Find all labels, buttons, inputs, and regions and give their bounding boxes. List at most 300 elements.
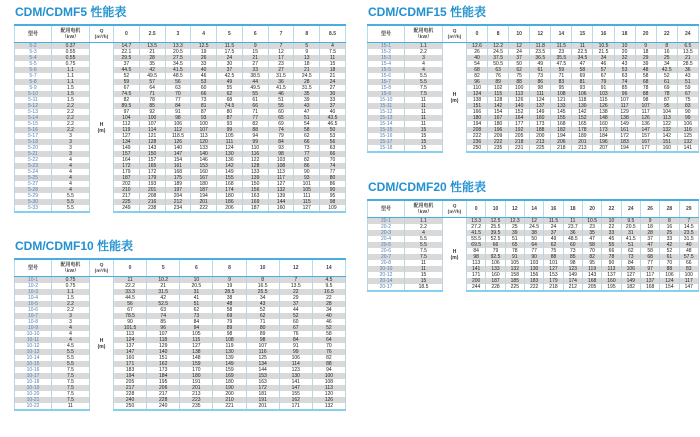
head-value-cell: 58: [640, 248, 659, 254]
head-value-cell: 103: [268, 157, 294, 163]
head-value-cell: 228: [114, 391, 147, 397]
head-value-cell: 160: [191, 169, 217, 175]
head-value-cell: 24: [320, 79, 346, 85]
head-value-cell: 60: [191, 85, 217, 91]
head-value-cell: 150: [242, 181, 268, 187]
head-value-cell: 88: [544, 254, 563, 260]
head-value-cell: 113: [509, 91, 530, 97]
model-cell: 15-6: [368, 73, 405, 79]
head-value-cell: 217: [114, 385, 147, 391]
head-value-cell: 163: [242, 193, 268, 199]
head-value-cell: 170: [180, 367, 213, 373]
motor-kw-cell: 15: [405, 278, 443, 284]
head-value-cell: 7: [279, 277, 312, 284]
head-value-cell: 189: [165, 181, 191, 187]
head-value-cell: 43: [614, 61, 635, 67]
head-value-cell: 149: [213, 361, 246, 367]
head-value-cell: 105: [505, 260, 524, 266]
model-cell: 5-33: [15, 205, 52, 212]
head-value-cell: 37: [544, 230, 563, 236]
head-value-cell: 182: [551, 127, 572, 133]
head-value-cell: 90: [114, 319, 147, 325]
head-value-cell: 144: [268, 199, 294, 205]
motor-kw-cell: 1.5: [52, 91, 90, 97]
head-value-cell: 35: [139, 61, 165, 67]
motor-power-column-header: [405, 25, 443, 43]
flow-value-header: 8: [294, 25, 320, 43]
head-value-cell: 13.5: [279, 283, 312, 289]
head-value-cell: 127: [114, 133, 140, 139]
head-value-cell: 128: [139, 139, 165, 145]
head-value-cell: 99: [217, 127, 243, 133]
motor-kw-cell: 4: [52, 325, 90, 331]
head-value-cell: 51: [294, 115, 320, 121]
head-value-cell: 35: [294, 91, 320, 97]
head-value-cell: 171: [114, 361, 147, 367]
head-value-cell: 113: [268, 169, 294, 175]
head-value-cell: 81: [572, 79, 593, 85]
model-cell: 15-4: [368, 61, 405, 67]
head-value-cell: 235: [488, 145, 509, 152]
head-unit-cell-line: (m): [97, 343, 106, 350]
head-value-cell: 33.3: [114, 289, 147, 295]
model-cell: 10-13: [15, 349, 52, 355]
header-row: [368, 200, 699, 218]
head-value-cell: 58: [572, 67, 593, 73]
head-value-cell: 82: [294, 157, 320, 163]
model-column-header: 型号: [368, 25, 405, 43]
head-value-cell: 84: [165, 103, 191, 109]
head-value-cell: 69: [656, 85, 677, 91]
head-value-cell: 73: [294, 145, 320, 151]
head-value-cell: 50.5: [488, 61, 509, 67]
head-value-cell: 105: [294, 187, 320, 193]
head-value-cell: 14.7: [114, 43, 140, 50]
head-unit-cell-line: H: [99, 337, 104, 344]
head-value-cell: 218: [551, 145, 572, 152]
head-value-cell: 47: [582, 236, 601, 242]
model-cell: 5-23: [15, 163, 52, 169]
head-value-cell: 49.5: [242, 85, 268, 91]
motor-kw-cell: 7.5: [405, 85, 443, 91]
flow-value-header: 2.5: [139, 25, 165, 43]
head-value-cell: 58: [213, 307, 246, 313]
head-value-cell: 115: [180, 337, 213, 343]
head-value-cell: 174: [563, 278, 582, 284]
head-value-cell: 69: [268, 121, 294, 127]
flow-value-header: 12: [279, 259, 312, 277]
motor-power-column-header-line: 配用电机: [60, 262, 81, 268]
head-value-cell: 52: [246, 307, 279, 313]
head-value-cell: 160: [486, 272, 505, 278]
motor-kw-cell: 4: [405, 230, 443, 236]
flow-q-column-header: [443, 25, 467, 43]
head-value-cell: 194: [114, 373, 147, 379]
head-value-cell: 36: [268, 79, 294, 85]
head-value-cell: 204: [165, 193, 191, 199]
head-value-cell: 18: [320, 67, 346, 73]
head-value-cell: 78: [139, 97, 165, 103]
head-value-cell: 98: [246, 337, 279, 343]
head-unit-cell-line: (m): [97, 127, 106, 134]
head-value-cell: 40: [679, 242, 698, 248]
head-value-cell: 48.5: [165, 73, 191, 79]
head-value-cell: 206: [551, 139, 572, 145]
head-value-cell: 46: [191, 73, 217, 79]
head-value-cell: 52: [312, 325, 345, 331]
head-value-cell: 206: [217, 205, 243, 212]
head-value-cell: 235: [180, 403, 213, 410]
head-value-cell: 76: [279, 331, 312, 337]
head-value-cell: 27: [242, 61, 268, 67]
head-value-cell: 24: [217, 55, 243, 61]
head-value-cell: 16.5: [246, 283, 279, 289]
head-value-cell: 20.5: [165, 49, 191, 55]
head-value-cell: 236: [467, 139, 488, 145]
head-value-cell: 36.5: [530, 55, 551, 61]
head-value-cell: 59: [114, 79, 140, 85]
model-cell: 5-21: [15, 151, 52, 157]
head-value-cell: 162: [279, 397, 312, 403]
head-value-cell: 79: [593, 79, 614, 85]
head-value-cell: 48: [635, 67, 656, 73]
head-value-cell: 172: [246, 385, 279, 391]
head-value-cell: 58: [294, 127, 320, 133]
head-value-cell: 51: [268, 97, 294, 103]
head-value-cell: 123: [279, 367, 312, 373]
head-value-cell: 180: [488, 121, 509, 127]
head-value-cell: 111: [217, 139, 243, 145]
head-value-cell: 106: [486, 260, 505, 266]
head-value-cell: 180: [213, 379, 246, 385]
head-value-cell: 43: [294, 103, 320, 109]
head-value-cell: 37: [320, 103, 346, 109]
head-value-cell: 209: [488, 133, 509, 139]
head-unit-cell: [90, 277, 114, 411]
head-value-cell: 194: [467, 121, 488, 127]
head-value-cell: 11: [114, 277, 147, 284]
head-value-cell: 88: [660, 266, 679, 272]
motor-kw-cell: 1.1: [405, 43, 443, 50]
head-value-cell: 185: [505, 278, 524, 284]
header-row: [368, 25, 699, 43]
head-value-cell: 62: [294, 133, 320, 139]
head-value-cell: 244: [467, 284, 486, 291]
head-value-cell: 34: [312, 307, 345, 313]
model-cell: 20-17: [368, 284, 405, 291]
head-value-cell: 69: [213, 313, 246, 319]
head-value-cell: 61: [242, 97, 268, 103]
flow-value-header: 10: [486, 200, 505, 218]
head-value-cell: 167: [488, 115, 509, 121]
model-cell: 5-5: [15, 61, 52, 67]
model-cell: 5-29: [15, 193, 52, 199]
head-value-cell: 95: [320, 193, 346, 199]
head-value-cell: 23.7: [563, 224, 582, 230]
head-value-cell: 95: [551, 85, 572, 91]
flow-value-header: 6: [180, 259, 213, 277]
head-value-cell: 61: [656, 79, 677, 85]
head-value-cell: 44.5: [114, 295, 147, 301]
head-value-cell: 46.5: [320, 121, 346, 127]
head-value-cell: 116: [242, 151, 268, 157]
motor-kw-cell: 5.5: [405, 73, 443, 79]
head-value-cell: 147: [279, 385, 312, 391]
head-value-cell: 63: [165, 85, 191, 91]
model-cell: 5-10: [15, 91, 52, 97]
head-value-cell: 22: [279, 289, 312, 295]
head-value-cell: 40: [312, 313, 345, 319]
flow-value-header: 6: [242, 25, 268, 43]
motor-kw-cell: 4.5: [52, 343, 90, 349]
performance-table: [367, 199, 699, 292]
model-cell: 10-3: [15, 289, 52, 295]
motor-kw-cell: 4: [52, 181, 90, 187]
head-value-cell: 84: [621, 260, 640, 266]
head-value-cell: 43.5: [320, 115, 346, 121]
head-value-cell: 122: [656, 121, 677, 127]
flow-value-header: 12: [505, 200, 524, 218]
head-value-cell: 7: [679, 218, 698, 225]
head-value-cell: 95: [582, 260, 601, 266]
head-value-cell: 16: [656, 49, 677, 55]
head-value-cell: 116: [677, 127, 698, 133]
head-value-cell: 175: [165, 175, 191, 181]
head-value-cell: 56: [165, 79, 191, 85]
head-value-cell: 138: [614, 115, 635, 121]
head-value-cell: 180: [467, 115, 488, 121]
head-value-cell: 117: [679, 278, 698, 284]
head-value-cell: 55: [268, 103, 294, 109]
head-value-cell: 37.5: [488, 55, 509, 61]
head-value-cell: 37: [217, 67, 243, 73]
head-value-cell: 116: [246, 349, 279, 355]
model-cell: 10-15: [15, 361, 52, 367]
head-value-cell: 30: [320, 91, 346, 97]
head-value-cell: 129: [147, 343, 180, 349]
head-value-cell: 22: [312, 295, 345, 301]
head-value-cell: 49.5: [139, 73, 165, 79]
head-value-cell: 56: [320, 139, 346, 145]
head-value-cell: 152: [509, 109, 530, 115]
head-value-cell: 85: [139, 103, 165, 109]
head-value-cell: 48: [679, 248, 698, 254]
head-value-cell: 202: [114, 181, 140, 187]
motor-kw-cell: 1.1: [52, 67, 90, 73]
head-value-cell: 100: [139, 115, 165, 121]
head-value-cell: 140: [509, 103, 530, 109]
head-value-cell: 34: [246, 295, 279, 301]
model-cell: 5-14: [15, 115, 52, 121]
head-value-cell: 160: [602, 278, 621, 284]
head-value-cell: 133: [191, 145, 217, 151]
head-value-cell: 100: [509, 85, 530, 91]
head-value-cell: 54: [467, 61, 488, 67]
model-cell: 5-15: [15, 121, 52, 127]
model-cell: 20-10: [368, 266, 405, 272]
head-value-cell: 212: [165, 199, 191, 205]
head-value-cell: 171: [467, 272, 486, 278]
section-cdmf10: [14, 239, 345, 411]
model-cell: 5-28: [15, 187, 52, 193]
header-row: [15, 25, 346, 43]
head-value-cell: 194: [191, 193, 217, 199]
head-value-cell: 28.5: [677, 61, 698, 67]
head-value-cell: 18: [294, 61, 320, 67]
head-value-cell: 51: [505, 236, 524, 242]
head-value-cell: 46: [312, 319, 345, 325]
head-value-cell: 68: [635, 79, 656, 85]
motor-kw-cell: 7.5: [52, 397, 90, 403]
flow-value-header: 0: [114, 259, 147, 277]
motor-kw-cell: 11: [405, 103, 443, 109]
head-value-cell: 106: [165, 121, 191, 127]
head-value-cell: 157: [114, 151, 140, 157]
head-value-cell: 187: [114, 175, 140, 181]
table-title-cdmf20: CDM/CDMF20 性能表: [368, 180, 487, 194]
head-value-cell: 19: [191, 49, 217, 55]
head-value-cell: 58: [582, 242, 601, 248]
model-cell: 15-8: [368, 85, 405, 91]
head-value-cell: 99: [279, 349, 312, 355]
model-cell: 10-6: [15, 307, 52, 313]
head-value-cell: 94: [242, 133, 268, 139]
head-value-cell: 82: [467, 73, 488, 79]
head-value-cell: 106: [621, 266, 640, 272]
flow-value-header: 16: [593, 25, 614, 43]
head-value-cell: 31: [621, 230, 640, 236]
flow-q-column-header-line: (m³/h): [94, 268, 109, 274]
head-value-cell: 154: [488, 109, 509, 115]
head-value-cell: 191: [180, 379, 213, 385]
head-value-cell: 29: [279, 295, 312, 301]
head-value-cell: 42.5: [656, 67, 677, 73]
head-value-cell: 78: [635, 85, 656, 91]
head-value-cell: 31.5: [294, 85, 320, 91]
model-cell: 20-2: [368, 224, 405, 230]
head-value-cell: 5: [294, 43, 320, 50]
head-value-cell: 8: [660, 218, 679, 225]
head-value-cell: 139: [242, 175, 268, 181]
head-value-cell: 97: [640, 266, 659, 272]
motor-kw-cell: 5.5: [405, 236, 443, 242]
head-value-cell: 33: [191, 61, 217, 67]
motor-kw-cell: 4: [52, 337, 90, 343]
motor-kw-cell: 11: [405, 115, 443, 121]
head-value-cell: 53: [320, 133, 346, 139]
head-value-cell: 84: [279, 337, 312, 343]
head-value-cell: 61: [660, 254, 679, 260]
model-cell: 5-16: [15, 127, 52, 133]
head-value-cell: 42: [147, 295, 180, 301]
head-value-cell: 213: [530, 139, 551, 145]
head-value-cell: 8: [656, 43, 677, 50]
flow-value-header: 14: [551, 25, 572, 43]
model-cell: 15-7: [368, 79, 405, 85]
head-value-cell: 27: [320, 85, 346, 91]
head-value-cell: 79: [213, 319, 246, 325]
head-value-cell: 52: [114, 73, 140, 79]
section-cdmf20: [367, 180, 698, 292]
head-value-cell: 149: [530, 109, 551, 115]
head-value-cell: 149: [114, 145, 140, 151]
head-unit-cell-line: (m): [450, 254, 459, 261]
head-value-cell: 147: [165, 151, 191, 157]
head-value-cell: 96: [467, 79, 488, 85]
head-value-cell: 68: [217, 97, 243, 103]
model-cell: 20-7: [368, 254, 405, 260]
flow-value-header: 10: [509, 25, 530, 43]
head-value-cell: 49: [217, 79, 243, 85]
head-value-cell: 20: [614, 49, 635, 55]
head-value-cell: 81: [191, 103, 217, 109]
head-value-cell: 76: [312, 349, 345, 355]
head-value-cell: 154: [660, 284, 679, 291]
head-value-cell: 164: [509, 115, 530, 121]
motor-kw-cell: 4: [52, 163, 90, 169]
head-value-cell: 63: [614, 73, 635, 79]
head-value-cell: 80: [246, 325, 279, 331]
head-value-cell: 68: [640, 254, 659, 260]
head-value-cell: 10: [602, 218, 621, 225]
head-value-cell: 142: [217, 163, 243, 169]
head-unit-cell: [443, 218, 467, 292]
head-value-cell: 49: [530, 61, 551, 67]
head-value-cell: 152: [572, 115, 593, 121]
head-value-cell: 118.5: [165, 133, 191, 139]
head-value-cell: 85: [147, 319, 180, 325]
head-value-cell: 154: [165, 157, 191, 163]
head-value-cell: 21.5: [593, 49, 614, 55]
head-value-cell: 200: [467, 278, 486, 284]
motor-kw-cell: 0.55: [52, 49, 90, 55]
head-value-cell: 142: [572, 109, 593, 115]
model-cell: 15-12: [368, 109, 405, 115]
head-value-cell: 51: [621, 242, 640, 248]
head-value-cell: 42: [660, 242, 679, 248]
head-value-cell: 12.2: [488, 43, 509, 50]
head-value-cell: 85: [614, 85, 635, 91]
model-cell: 5-17: [15, 133, 52, 139]
motor-kw-cell: 2.2: [52, 109, 90, 115]
table-title-cdmf15: CDM/CDMF15 性能表: [368, 5, 487, 19]
head-value-cell: 74: [614, 79, 635, 85]
head-value-cell: 48: [213, 301, 246, 307]
flow-value-header: 7: [268, 25, 294, 43]
head-value-cell: 179: [114, 169, 140, 175]
head-value-cell: 187: [242, 205, 268, 212]
head-value-cell: 98: [635, 97, 656, 103]
head-value-cell: 74.5: [217, 103, 243, 109]
head-value-cell: 77: [294, 151, 320, 157]
model-cell: 15-14: [368, 121, 405, 127]
head-value-cell: 179: [139, 175, 165, 181]
head-value-cell: 180: [191, 181, 217, 187]
head-value-cell: 21: [242, 55, 268, 61]
head-value-cell: 22.1: [114, 49, 140, 55]
head-value-cell: 23.5: [530, 49, 551, 55]
head-value-cell: 128: [488, 97, 509, 103]
head-value-cell: 74: [268, 127, 294, 133]
motor-kw-cell: 5.5: [52, 355, 90, 361]
head-value-cell: 126: [312, 397, 345, 403]
head-value-cell: 148: [593, 115, 614, 121]
head-value-cell: 7.5: [320, 49, 346, 55]
head-value-cell: 65: [268, 115, 294, 121]
head-value-cell: 83: [677, 103, 698, 109]
head-value-cell: 117: [640, 272, 659, 278]
head-value-cell: 60: [268, 109, 294, 115]
